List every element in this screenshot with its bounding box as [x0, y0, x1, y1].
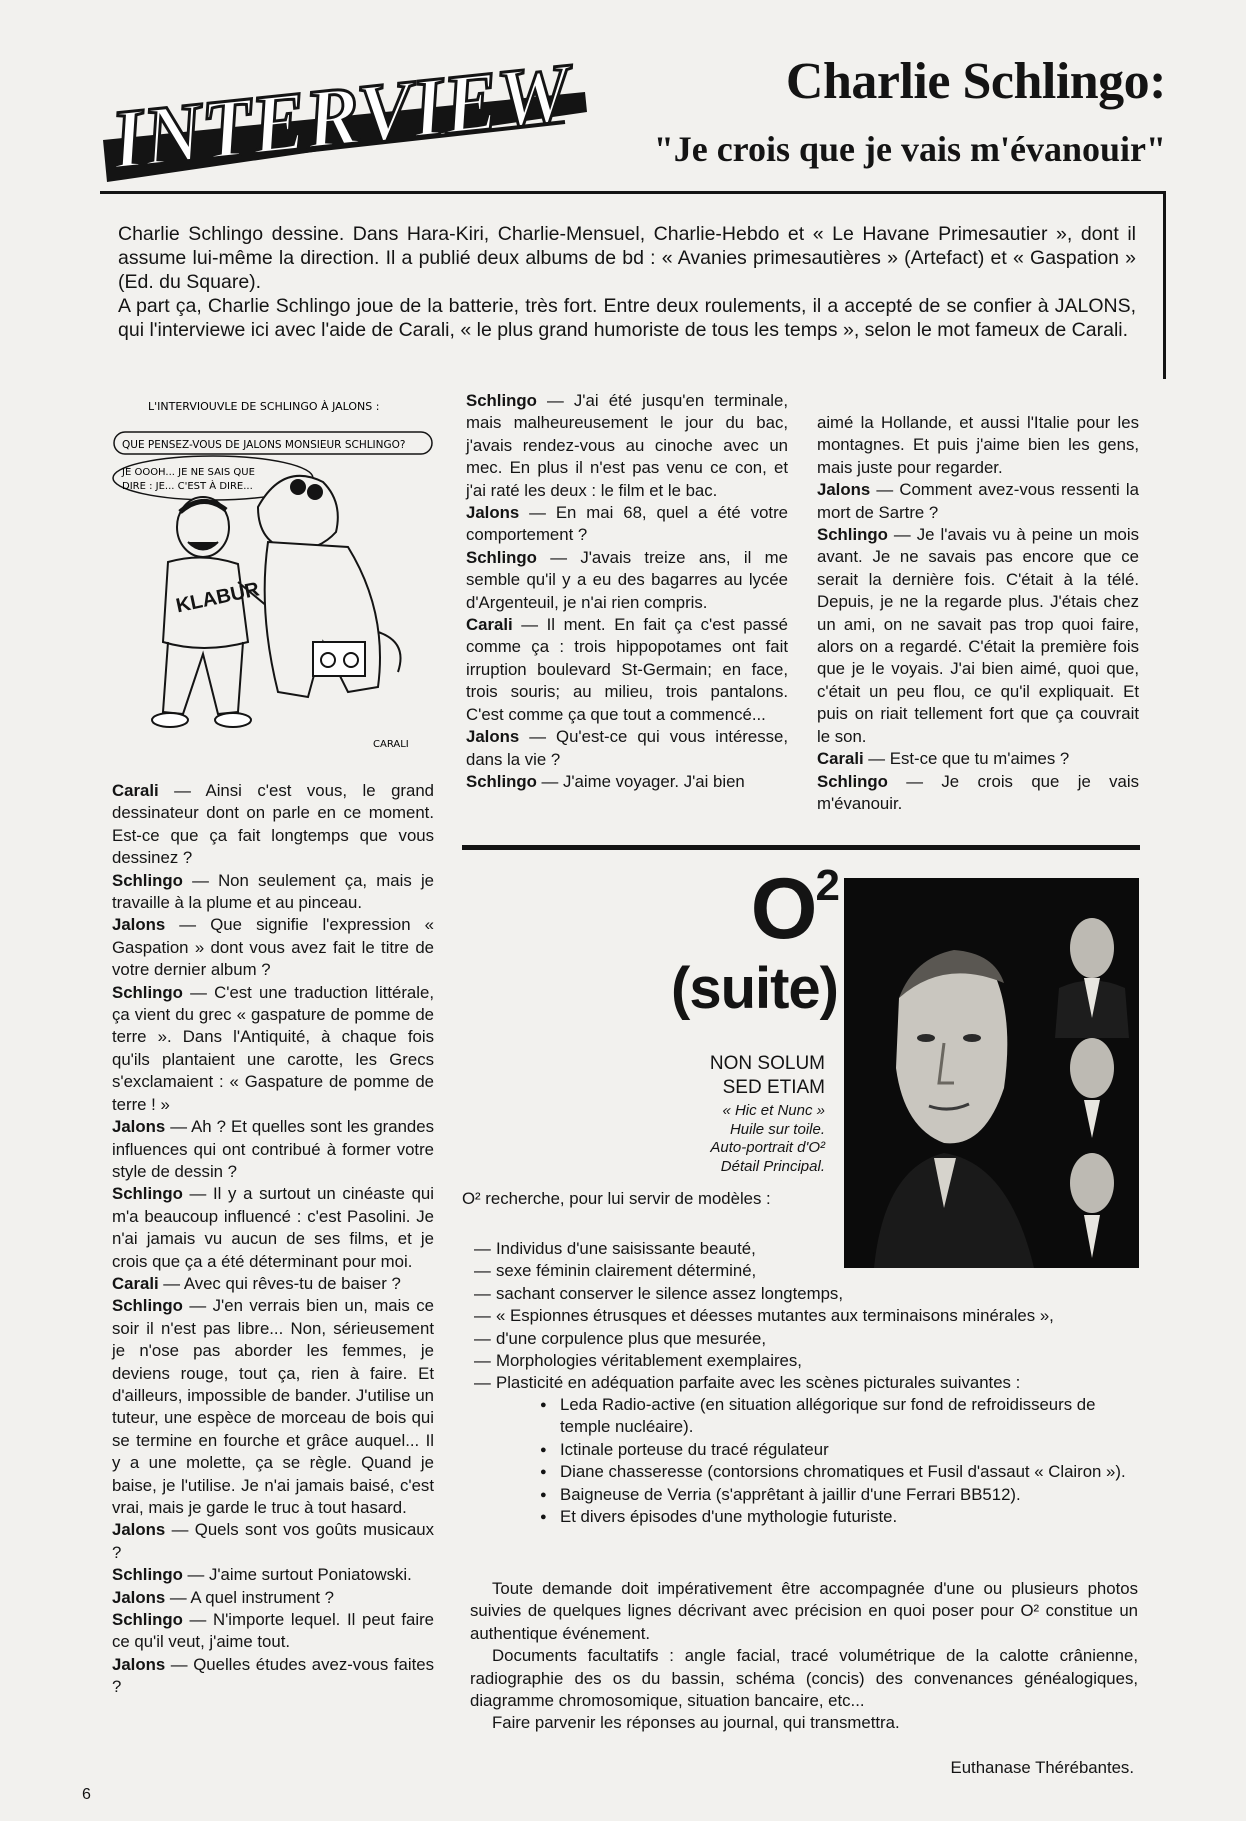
interview-column-1 — [112, 780, 434, 1699]
interview-masthead — [95, 22, 600, 190]
photo-caption: « Hic et Nunc » Huile sur toile. Auto-portrait d'O² Détail Principal. — [710, 1102, 825, 1175]
intro-paragraph: A part ça, Charlie Schlingo joue de la batterie, très fort. Entre deux roulements, il a accepté de se confier à JALONS, qui l'interviewe ici avec l'aide de Carali, « le plus grand humoriste de tous les temps », selon le mot fameux de Carali. — [118, 295, 1136, 341]
interview-line: Schlingo — J'avais treize ans, il me semble qu'il y a eu des bagarres au lycée d'Argenteuil, je n'ai rien compris. — [466, 547, 788, 612]
interview-line: Schlingo — Il y a surtout un cinéaste qui m'a beaucoup influencé : c'est Pasolini. Je n'ai jamais vu aucun de ses films, et je crois que ça a été déterminant pour moi. — [112, 1184, 434, 1271]
interview-line: Carali — Il ment. En fait ça c'est passé comme ça : trois hippopotames ont fait irruption boulevard St-Germain; en face, trois souris; au milieu, trois pantalons. C'est comme ça que tout a commencé... — [466, 615, 788, 724]
interview-line: Carali — Avec qui rêves-tu de baiser ? — [112, 1273, 401, 1293]
interview-line: Jalons — Qu'est-ce qui vous intéresse, dans la vie ? — [466, 727, 788, 769]
interview-line: Carali — Est-ce que tu m'aimes ? — [817, 749, 1070, 769]
masthead-text: INTERVIEW — [107, 45, 590, 188]
interview-line: Schlingo — Je l'avais vu à peine un mois avant. Je ne savais pas encore que ce serait la dernière fois. C'était à la télé. Depuis, je ne la regarde plus. J'étais chez un ami, on ne savait pas trop quoi faire, alors on a regardé. C'était la première fois que je le voyais. J'ai bien aimé, quoi que, c'était un peu flou, ce qu'il expliquait. Et puis on riait tellement fort que ça couvrait le son. — [817, 525, 1139, 746]
interview-line: Schlingo — J'aime surtout Poniatowski. — [112, 1565, 412, 1585]
o2-heading — [630, 861, 838, 1021]
article-title: Charlie Schlingo: — [785, 53, 1166, 110]
interview-line: Schlingo — N'importe lequel. Il peut faire ce qu'il veut, j'aime tout. — [112, 1610, 434, 1652]
o2-intro: O² recherche, pour lui servir de modèles : — [462, 1189, 771, 1208]
interview-line: Schlingo — Je crois que je vais m'évanouir. — [817, 771, 1139, 813]
scenes-list — [540, 1394, 1140, 1528]
requirements-list — [474, 1238, 1134, 1395]
interview-line: Schlingo — C'est une traduction littérale, ça vient du grec « gaspature de pomme de terre ». Dans l'Antiquité, à chaque fois qu'ils plantaient une carotte, les Grecs s'exclamaient : « Gaspature de pomme de terre ! » — [112, 982, 434, 1114]
interview-column-2 — [466, 390, 788, 793]
list-item: ● Baigneuse de Verria (s'apprêtant à jaillir d'une Ferrari BB512). — [540, 1484, 1140, 1506]
interview-line: Jalons — Ah ? Et quelles sont les grandes influences qui ont contribué à former votre style de dessin ? — [112, 1117, 434, 1181]
closing-paragraph: Documents facultatifs : angle facial, tracé volumétrique de la calotte crânienne, radiographie des os du bassin, schéma (concis) des convenances généalogiques, diagramme chromosomique, situation bancaire, etc... — [470, 1646, 1138, 1711]
list-item: — sachant conserver le silence assez longtemps, — [474, 1283, 1134, 1305]
closing-paragraph: Faire parvenir les réponses au journal, qui transmettra. — [492, 1713, 900, 1733]
speech-bubble: QUE PENSEZ-VOUS DE JALONS MONSIEUR SCHLINGO? — [122, 439, 406, 451]
interview-line: Jalons — Que signifie l'expression « Gaspation » dont vous avez fait le titre de votre dernier album ? — [112, 915, 434, 980]
list-item: — Plasticité en adéquation parfaite avec les scènes picturales suivantes : — [474, 1372, 1134, 1394]
interview-line: Schlingo — J'aime voyager. J'ai bien — [466, 771, 745, 791]
author-signature: Euthanase Thérébantes. — [950, 1758, 1134, 1777]
list-item: ● Ictinale porteuse du tracé régulateur — [540, 1439, 1140, 1461]
interview-line: Schlingo — J'ai été jusqu'en terminale, mais malheureusement le jour du bac, j'avais rendez-vous au cinoche avec un mec. En plus il n'est pas venu ce con, et j'ai raté les deux : le film et le bac. — [466, 391, 788, 500]
interview-line: Jalons — En mai 68, quel a été votre comportement ? — [466, 503, 788, 545]
closing-paragraph: Toute demande doit impérativement être accompagnée d'une ou plusieurs photos suivies de quelques lignes décrivant avec précision en quoi poser pour O² constitue un authentique événement. — [470, 1579, 1138, 1643]
cartoonist-signature: CARALI — [373, 739, 409, 750]
list-item: — « Espionnes étrusques et déesses mutantes aux terminaisons minérales », — [474, 1305, 1134, 1327]
list-item: — Individus d'une saisissante beauté, — [474, 1238, 1134, 1260]
schlingo-figure — [152, 497, 278, 727]
list-item: — d'une corpulence plus que mesurée, — [474, 1328, 1134, 1350]
interview-line: Schlingo — J'en verrais bien un, mais ce soir il n'est pas libre... Non, sérieusement je n'ose pas aborder les femmes, je deviens rouge, tout ça, rien à faire. Et d'ailleurs, impossible de bander. J'utilise un tuteur, une espèce de morceau de bois qui se termine en fourche et grâce auquel... Il y a une molette, ça se règle. Quand je baise, je l'utilise. Je n'ai jamais baisé, c'est vrai, mais je garde le truc à tout hasard. — [112, 1296, 434, 1517]
list-item: — Morphologies véritablement exemplaires, — [474, 1350, 1134, 1372]
intro-text — [118, 222, 1136, 342]
interview-line: Jalons — Quelles études avez-vous faites ? — [112, 1654, 434, 1697]
o2-title: $O^2$ — [750, 861, 838, 957]
list-item: — sexe féminin clairement déterminé, — [474, 1260, 1134, 1282]
speech-bubble-line: JE OOOH... JE NE SAIS QUE — [122, 467, 255, 478]
article-subtitle: "Je crois que je vais m'évanouir" — [653, 129, 1166, 169]
interview-line: Schlingo — Non seulement ça, mais je travaille à la plume et au pinceau. — [112, 870, 434, 913]
interview-line: Carali — Ainsi c'est vous, le grand dessinateur dont on parle en ce moment. Est-ce que ça fait longtemps que vous dessinez ? — [112, 781, 434, 868]
section-divider — [462, 845, 1140, 850]
interview-line: Jalons — Comment avez-vous ressenti la mort de Sartre ? — [817, 480, 1139, 522]
speech-bubble-line: DIRE : JE... C'EST À DIRE... — [122, 481, 253, 492]
list-item: ● Et divers épisodes d'une mythologie futuriste. — [540, 1506, 1140, 1528]
interview-line: aimé la Hollande, et aussi l'Italie pour les montagnes. Et puis j'aime bien les gens, mais juste pour regarder. — [817, 413, 1139, 477]
shirt-logo: KLABUR — [174, 578, 262, 618]
interview-column-3 — [817, 412, 1139, 815]
list-item: ● Diane chasseresse (contorsions chromatiques et Fusil d'assaut « Clairon »). — [540, 1461, 1140, 1483]
cartoon-illustration — [108, 392, 436, 762]
non-solum-text: NON SOLUM SED ETIAM — [709, 1053, 825, 1098]
interview-line: Jalons — A quel instrument ? — [112, 1587, 335, 1607]
closing-text — [470, 1578, 1138, 1735]
intro-paragraph: Charlie Schlingo dessine. Dans Hara-Kiri, Charlie-Mensuel, Charlie-Hebdo et « Le Havane Primesautier », dont il assume lui-même la direction. Il a publié deux albums de bd : « Avanies primesautières » (Artefact) et « Gaspation » (Ed. du Square). — [118, 223, 1136, 293]
cartoon-caption: L'INTERVIOUVLE DE SCHLINGO À JALONS : — [148, 400, 380, 413]
interview-line: Jalons — Quels sont vos goûts musicaux ? — [112, 1520, 434, 1562]
list-item: ● Leda Radio-active (en situation allégorique sur fond de refroidisseurs de temple nucléaire). — [540, 1394, 1140, 1439]
page-number: 6 — [82, 1786, 91, 1803]
o2-suite: (suite) — [671, 956, 838, 1021]
hippo-figure — [258, 476, 401, 697]
